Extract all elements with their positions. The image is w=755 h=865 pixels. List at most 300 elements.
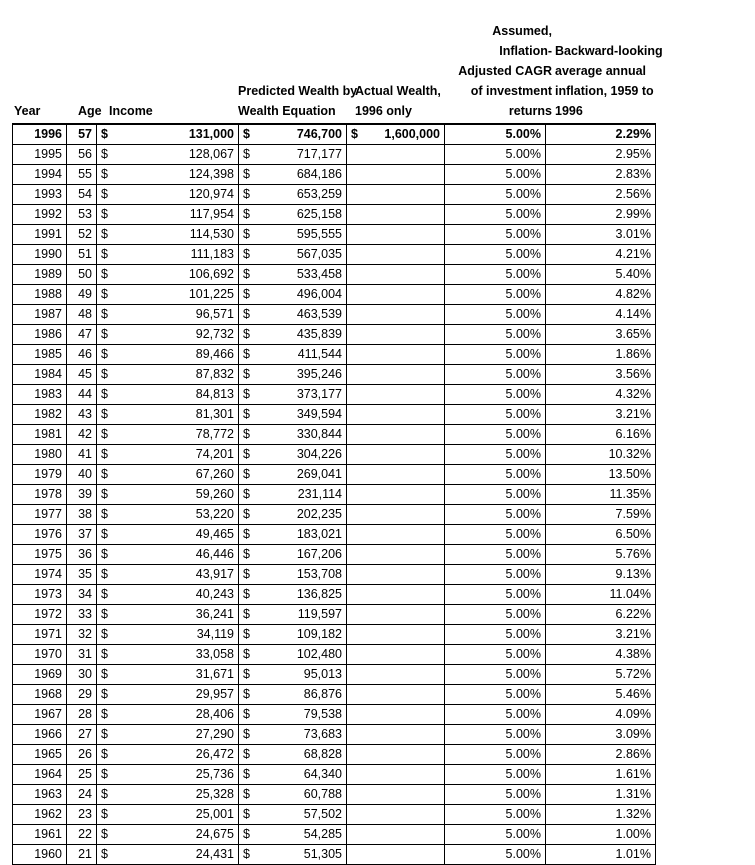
table-row xyxy=(13,645,656,665)
cell-actual-wealth xyxy=(347,605,445,625)
cell-year: 1972 xyxy=(13,605,67,625)
cell-income: 117,954 xyxy=(115,205,239,225)
header-income: Income xyxy=(109,104,153,118)
cell-inflation: 1.32% xyxy=(546,805,656,825)
cell-actual-wealth xyxy=(347,325,445,345)
cell-income-currency: $ xyxy=(97,785,115,805)
cell-actual-wealth xyxy=(347,485,445,505)
cell-cagr: 5.00% xyxy=(445,405,546,425)
cell-age: 35 xyxy=(67,565,97,585)
cell-age: 52 xyxy=(67,225,97,245)
table-row xyxy=(13,665,656,685)
table-row xyxy=(13,605,656,625)
cell-cagr: 5.00% xyxy=(445,185,546,205)
cell-inflation: 11.35% xyxy=(546,485,656,505)
cell-cagr: 5.00% xyxy=(445,465,546,485)
cell-predicted-currency: $ xyxy=(239,665,257,685)
cell-inflation: 1.31% xyxy=(546,785,656,805)
cell-actual-wealth xyxy=(347,705,445,725)
cell-age: 48 xyxy=(67,305,97,325)
cell-actual-wealth xyxy=(347,124,445,145)
table-row xyxy=(13,305,656,325)
cell-cagr: 5.00% xyxy=(445,665,546,685)
cell-income-currency: $ xyxy=(97,705,115,725)
cell-income-currency: $ xyxy=(97,165,115,185)
cell-predicted-wealth: 109,182 xyxy=(257,625,347,645)
cell-actual-wealth xyxy=(347,845,445,865)
cell-age: 56 xyxy=(67,145,97,165)
cell-income-currency: $ xyxy=(97,805,115,825)
cell-year: 1989 xyxy=(13,265,67,285)
cell-inflation: 4.14% xyxy=(546,305,656,325)
cell-year: 1979 xyxy=(13,465,67,485)
cell-year: 1984 xyxy=(13,365,67,385)
cell-actual-wealth xyxy=(347,225,445,245)
cell-actual-wealth xyxy=(347,405,445,425)
cell-predicted-currency: $ xyxy=(239,385,257,405)
cell-inflation: 13.50% xyxy=(546,465,656,485)
cell-actual-wealth xyxy=(347,165,445,185)
table-row xyxy=(13,825,656,845)
cell-inflation: 6.22% xyxy=(546,605,656,625)
cell-cagr: 5.00% xyxy=(445,785,546,805)
cell-inflation: 4.32% xyxy=(546,385,656,405)
cell-predicted-wealth: 496,004 xyxy=(257,285,347,305)
header-age: Age xyxy=(78,104,102,118)
cell-age: 29 xyxy=(67,685,97,705)
table-row xyxy=(13,205,656,225)
cell-actual-wealth xyxy=(347,465,445,485)
cell-predicted-wealth: 95,013 xyxy=(257,665,347,685)
table-row xyxy=(13,185,656,205)
cell-cagr: 5.00% xyxy=(445,745,546,765)
cell-income-currency: $ xyxy=(97,124,115,145)
cell-inflation: 5.46% xyxy=(546,685,656,705)
cell-cagr: 5.00% xyxy=(445,285,546,305)
cell-predicted-wealth: 349,594 xyxy=(257,405,347,425)
cell-income-currency: $ xyxy=(97,465,115,485)
cell-predicted-wealth: 435,839 xyxy=(257,325,347,345)
cell-year: 1995 xyxy=(13,145,67,165)
cell-income: 25,736 xyxy=(115,765,239,785)
cell-cagr: 5.00% xyxy=(445,145,546,165)
table-row xyxy=(13,405,656,425)
cell-income: 24,431 xyxy=(115,845,239,865)
cell-predicted-currency: $ xyxy=(239,605,257,625)
cell-predicted-wealth: 567,035 xyxy=(257,245,347,265)
cell-predicted-currency: $ xyxy=(239,305,257,325)
cell-predicted-wealth: 86,876 xyxy=(257,685,347,705)
cell-age: 50 xyxy=(67,265,97,285)
cell-age: 24 xyxy=(67,785,97,805)
cell-actual-wealth xyxy=(347,285,445,305)
cell-income: 84,813 xyxy=(115,385,239,405)
cell-actual-wealth xyxy=(347,525,445,545)
cell-predicted-currency: $ xyxy=(239,705,257,725)
cell-actual-wealth xyxy=(347,565,445,585)
cell-predicted-wealth: 54,285 xyxy=(257,825,347,845)
cell-year: 1980 xyxy=(13,445,67,465)
cell-year: 1962 xyxy=(13,805,67,825)
cell-year: 1974 xyxy=(13,565,67,585)
cell-income: 46,446 xyxy=(115,545,239,565)
cell-predicted-wealth: 533,458 xyxy=(257,265,347,285)
cell-age: 33 xyxy=(67,605,97,625)
cell-inflation: 4.82% xyxy=(546,285,656,305)
cell-income: 131,000 xyxy=(115,124,239,145)
cell-predicted-currency: $ xyxy=(239,625,257,645)
cell-predicted-currency: $ xyxy=(239,525,257,545)
table-row xyxy=(13,365,656,385)
table-row xyxy=(13,765,656,785)
cell-age: 31 xyxy=(67,645,97,665)
cell-income-currency: $ xyxy=(97,385,115,405)
cell-predicted-currency: $ xyxy=(239,325,257,345)
cell-income-currency: $ xyxy=(97,625,115,645)
cell-age: 23 xyxy=(67,805,97,825)
cell-cagr: 5.00% xyxy=(445,685,546,705)
cell-income: 25,328 xyxy=(115,785,239,805)
cell-actual-wealth xyxy=(347,625,445,645)
cell-age: 21 xyxy=(67,845,97,865)
cell-actual-wealth xyxy=(347,665,445,685)
cell-cagr: 5.00% xyxy=(445,265,546,285)
cell-cagr: 5.00% xyxy=(445,305,546,325)
cell-income: 114,530 xyxy=(115,225,239,245)
cell-year: 1991 xyxy=(13,225,67,245)
cell-income: 53,220 xyxy=(115,505,239,525)
cell-predicted-wealth: 684,186 xyxy=(257,165,347,185)
cell-income-currency: $ xyxy=(97,745,115,765)
cell-year: 1987 xyxy=(13,305,67,325)
cell-year: 1976 xyxy=(13,525,67,545)
cell-actual-wealth xyxy=(347,305,445,325)
cell-actual-wealth xyxy=(347,585,445,605)
cell-income: 31,671 xyxy=(115,665,239,685)
cell-year: 1964 xyxy=(13,765,67,785)
cell-year: 1982 xyxy=(13,405,67,425)
cell-age: 40 xyxy=(67,465,97,485)
cell-year: 1975 xyxy=(13,545,67,565)
cell-year: 1985 xyxy=(13,345,67,365)
cell-income-currency: $ xyxy=(97,605,115,625)
cell-income: 49,465 xyxy=(115,525,239,545)
cell-predicted-wealth: 373,177 xyxy=(257,385,347,405)
cell-inflation: 1.86% xyxy=(546,345,656,365)
cell-predicted-currency: $ xyxy=(239,265,257,285)
cell-income-currency: $ xyxy=(97,145,115,165)
cell-predicted-wealth: 73,683 xyxy=(257,725,347,745)
cell-cagr: 5.00% xyxy=(445,385,546,405)
cell-actual-wealth xyxy=(347,505,445,525)
cell-income-currency: $ xyxy=(97,825,115,845)
cell-cagr: 5.00% xyxy=(445,585,546,605)
cell-income-currency: $ xyxy=(97,285,115,305)
cell-year: 1966 xyxy=(13,725,67,745)
cell-year: 1963 xyxy=(13,785,67,805)
cell-income: 128,067 xyxy=(115,145,239,165)
table-row xyxy=(13,145,656,165)
cell-inflation: 4.09% xyxy=(546,705,656,725)
table-row xyxy=(13,725,656,745)
cell-predicted-wealth: 136,825 xyxy=(257,585,347,605)
cell-income: 26,472 xyxy=(115,745,239,765)
cell-inflation: 5.76% xyxy=(546,545,656,565)
cell-income-currency: $ xyxy=(97,205,115,225)
cell-predicted-wealth: 51,305 xyxy=(257,845,347,865)
cell-year: 1993 xyxy=(13,185,67,205)
cell-predicted-currency: $ xyxy=(239,365,257,385)
cell-year: 1965 xyxy=(13,745,67,765)
cell-inflation: 1.61% xyxy=(546,765,656,785)
cell-predicted-currency: $ xyxy=(239,645,257,665)
cell-actual-wealth xyxy=(347,765,445,785)
cell-actual-wealth xyxy=(347,245,445,265)
cell-predicted-wealth: 64,340 xyxy=(257,765,347,785)
header-row xyxy=(12,0,663,123)
cell-predicted-currency: $ xyxy=(239,425,257,445)
cell-income: 28,406 xyxy=(115,705,239,725)
cell-income-currency: $ xyxy=(97,585,115,605)
table-row xyxy=(13,545,656,565)
table-row xyxy=(13,285,656,305)
table-row xyxy=(13,165,656,185)
cell-cagr: 5.00% xyxy=(445,245,546,265)
cell-inflation: 6.16% xyxy=(546,425,656,445)
header-year: Year xyxy=(14,104,41,118)
cell-inflation: 6.50% xyxy=(546,525,656,545)
cell-predicted-currency: $ xyxy=(239,825,257,845)
cell-inflation: 7.59% xyxy=(546,505,656,525)
cell-income: 124,398 xyxy=(115,165,239,185)
cell-income: 29,957 xyxy=(115,685,239,705)
cell-income-currency: $ xyxy=(97,505,115,525)
cell-predicted-currency: $ xyxy=(239,765,257,785)
cell-predicted-currency: $ xyxy=(239,345,257,365)
cell-year: 1970 xyxy=(13,645,67,665)
cell-age: 38 xyxy=(67,505,97,525)
table-row xyxy=(13,124,656,145)
header-cagr: Assumed, Inflation-Adjusted CAGR of investment returns xyxy=(458,24,552,118)
table-row xyxy=(13,625,656,645)
cell-income-currency: $ xyxy=(97,685,115,705)
cell-year: 1977 xyxy=(13,505,67,525)
cell-predicted-currency: $ xyxy=(239,845,257,865)
cell-age: 27 xyxy=(67,725,97,745)
cell-predicted-currency: $ xyxy=(239,725,257,745)
cell-cagr: 5.00% xyxy=(445,165,546,185)
cell-predicted-currency: $ xyxy=(239,785,257,805)
table-row xyxy=(13,325,656,345)
cell-inflation: 3.01% xyxy=(546,225,656,245)
cell-cagr: 5.00% xyxy=(445,765,546,785)
cell-predicted-currency: $ xyxy=(239,225,257,245)
cell-year: 1992 xyxy=(13,205,67,225)
cell-age: 41 xyxy=(67,445,97,465)
cell-income-currency: $ xyxy=(97,245,115,265)
table-row xyxy=(13,565,656,585)
cell-age: 44 xyxy=(67,385,97,405)
cell-age: 39 xyxy=(67,485,97,505)
cell-cagr: 5.00% xyxy=(445,124,546,145)
cell-year: 1973 xyxy=(13,585,67,605)
cell-inflation: 10.32% xyxy=(546,445,656,465)
cell-inflation: 3.65% xyxy=(546,325,656,345)
cell-inflation: 2.86% xyxy=(546,745,656,765)
cell-income: 87,832 xyxy=(115,365,239,385)
cell-year: 1978 xyxy=(13,485,67,505)
cell-cagr: 5.00% xyxy=(445,365,546,385)
cell-age: 37 xyxy=(67,525,97,545)
cell-income-currency: $ xyxy=(97,185,115,205)
cell-inflation: 3.56% xyxy=(546,365,656,385)
cell-predicted-currency: $ xyxy=(239,124,257,145)
cell-inflation: 2.99% xyxy=(546,205,656,225)
cell-year: 1990 xyxy=(13,245,67,265)
cell-age: 55 xyxy=(67,165,97,185)
cell-income-currency: $ xyxy=(97,265,115,285)
cell-income: 106,692 xyxy=(115,265,239,285)
cell-predicted-wealth: 411,544 xyxy=(257,345,347,365)
cell-year: 1971 xyxy=(13,625,67,645)
cell-predicted-currency: $ xyxy=(239,405,257,425)
cell-actual-wealth xyxy=(347,205,445,225)
table-row xyxy=(13,705,656,725)
cell-actual-wealth xyxy=(347,745,445,765)
cell-income: 96,571 xyxy=(115,305,239,325)
cell-predicted-wealth: 746,700 xyxy=(257,124,347,145)
cell-predicted-currency: $ xyxy=(239,145,257,165)
cell-inflation: 5.72% xyxy=(546,665,656,685)
cell-predicted-wealth: 183,021 xyxy=(257,525,347,545)
cell-age: 28 xyxy=(67,705,97,725)
cell-inflation: 11.04% xyxy=(546,585,656,605)
cell-age: 32 xyxy=(67,625,97,645)
cell-year: 1996 xyxy=(13,124,67,145)
cell-income-currency: $ xyxy=(97,365,115,385)
cell-year: 1968 xyxy=(13,685,67,705)
table-row xyxy=(13,345,656,365)
cell-age: 45 xyxy=(67,365,97,385)
cell-income: 92,732 xyxy=(115,325,239,345)
cell-income-currency: $ xyxy=(97,425,115,445)
cell-actual-currency: $ xyxy=(351,127,358,141)
cell-income-currency: $ xyxy=(97,305,115,325)
cell-income: 33,058 xyxy=(115,645,239,665)
cell-inflation: 3.21% xyxy=(546,405,656,425)
cell-actual-wealth xyxy=(347,385,445,405)
cell-cagr: 5.00% xyxy=(445,725,546,745)
cell-year: 1988 xyxy=(13,285,67,305)
cell-actual-wealth xyxy=(347,725,445,745)
cell-actual-wealth xyxy=(347,785,445,805)
cell-predicted-wealth: 60,788 xyxy=(257,785,347,805)
header-actual-wealth: Actual Wealth, 1996 only xyxy=(355,84,441,118)
cell-cagr: 5.00% xyxy=(445,705,546,725)
cell-predicted-wealth: 653,259 xyxy=(257,185,347,205)
cell-income: 34,119 xyxy=(115,625,239,645)
cell-income: 74,201 xyxy=(115,445,239,465)
cell-income-currency: $ xyxy=(97,665,115,685)
cell-cagr: 5.00% xyxy=(445,825,546,845)
cell-age: 30 xyxy=(67,665,97,685)
cell-predicted-wealth: 304,226 xyxy=(257,445,347,465)
cell-cagr: 5.00% xyxy=(445,425,546,445)
table-row xyxy=(13,745,656,765)
cell-inflation: 2.83% xyxy=(546,165,656,185)
table-row xyxy=(13,585,656,605)
cell-income-currency: $ xyxy=(97,565,115,585)
cell-age: 49 xyxy=(67,285,97,305)
cell-inflation: 4.21% xyxy=(546,245,656,265)
cell-year: 1986 xyxy=(13,325,67,345)
cell-predicted-wealth: 395,246 xyxy=(257,365,347,385)
cell-predicted-wealth: 202,235 xyxy=(257,505,347,525)
table-body xyxy=(13,124,656,865)
cell-cagr: 5.00% xyxy=(445,565,546,585)
cell-income-currency: $ xyxy=(97,485,115,505)
cell-cagr: 5.00% xyxy=(445,325,546,345)
cell-predicted-currency: $ xyxy=(239,485,257,505)
cell-predicted-currency: $ xyxy=(239,285,257,305)
cell-predicted-wealth: 717,177 xyxy=(257,145,347,165)
cell-predicted-wealth: 119,597 xyxy=(257,605,347,625)
table-row xyxy=(13,685,656,705)
cell-cagr: 5.00% xyxy=(445,645,546,665)
cell-predicted-currency: $ xyxy=(239,165,257,185)
cell-cagr: 5.00% xyxy=(445,205,546,225)
cell-predicted-wealth: 167,206 xyxy=(257,545,347,565)
cell-actual-wealth xyxy=(347,445,445,465)
table-row xyxy=(13,465,656,485)
cell-predicted-wealth: 625,158 xyxy=(257,205,347,225)
cell-income: 27,290 xyxy=(115,725,239,745)
cell-age: 22 xyxy=(67,825,97,845)
cell-income-currency: $ xyxy=(97,225,115,245)
cell-income: 101,225 xyxy=(115,285,239,305)
cell-actual-wealth xyxy=(347,685,445,705)
cell-income: 36,241 xyxy=(115,605,239,625)
cell-predicted-currency: $ xyxy=(239,465,257,485)
cell-age: 47 xyxy=(67,325,97,345)
cell-income: 111,183 xyxy=(115,245,239,265)
cell-inflation: 3.21% xyxy=(546,625,656,645)
cell-income-currency: $ xyxy=(97,445,115,465)
cell-predicted-currency: $ xyxy=(239,245,257,265)
header-predicted-wealth: Predicted Wealth by Wealth Equation xyxy=(238,84,358,118)
cell-predicted-currency: $ xyxy=(239,585,257,605)
cell-age: 54 xyxy=(67,185,97,205)
table-row xyxy=(13,505,656,525)
cell-cagr: 5.00% xyxy=(445,505,546,525)
table-row xyxy=(13,385,656,405)
cell-predicted-currency: $ xyxy=(239,685,257,705)
cell-actual-wealth xyxy=(347,545,445,565)
cell-inflation: 3.09% xyxy=(546,725,656,745)
cell-cagr: 5.00% xyxy=(445,445,546,465)
table-row xyxy=(13,525,656,545)
cell-actual-wealth xyxy=(347,365,445,385)
cell-actual-wealth xyxy=(347,805,445,825)
table-row xyxy=(13,265,656,285)
cell-cagr: 5.00% xyxy=(445,345,546,365)
cell-inflation: 2.29% xyxy=(546,124,656,145)
spreadsheet xyxy=(12,0,663,865)
table-row xyxy=(13,245,656,265)
cell-predicted-wealth: 463,539 xyxy=(257,305,347,325)
cell-income-currency: $ xyxy=(97,325,115,345)
cell-predicted-currency: $ xyxy=(239,445,257,465)
